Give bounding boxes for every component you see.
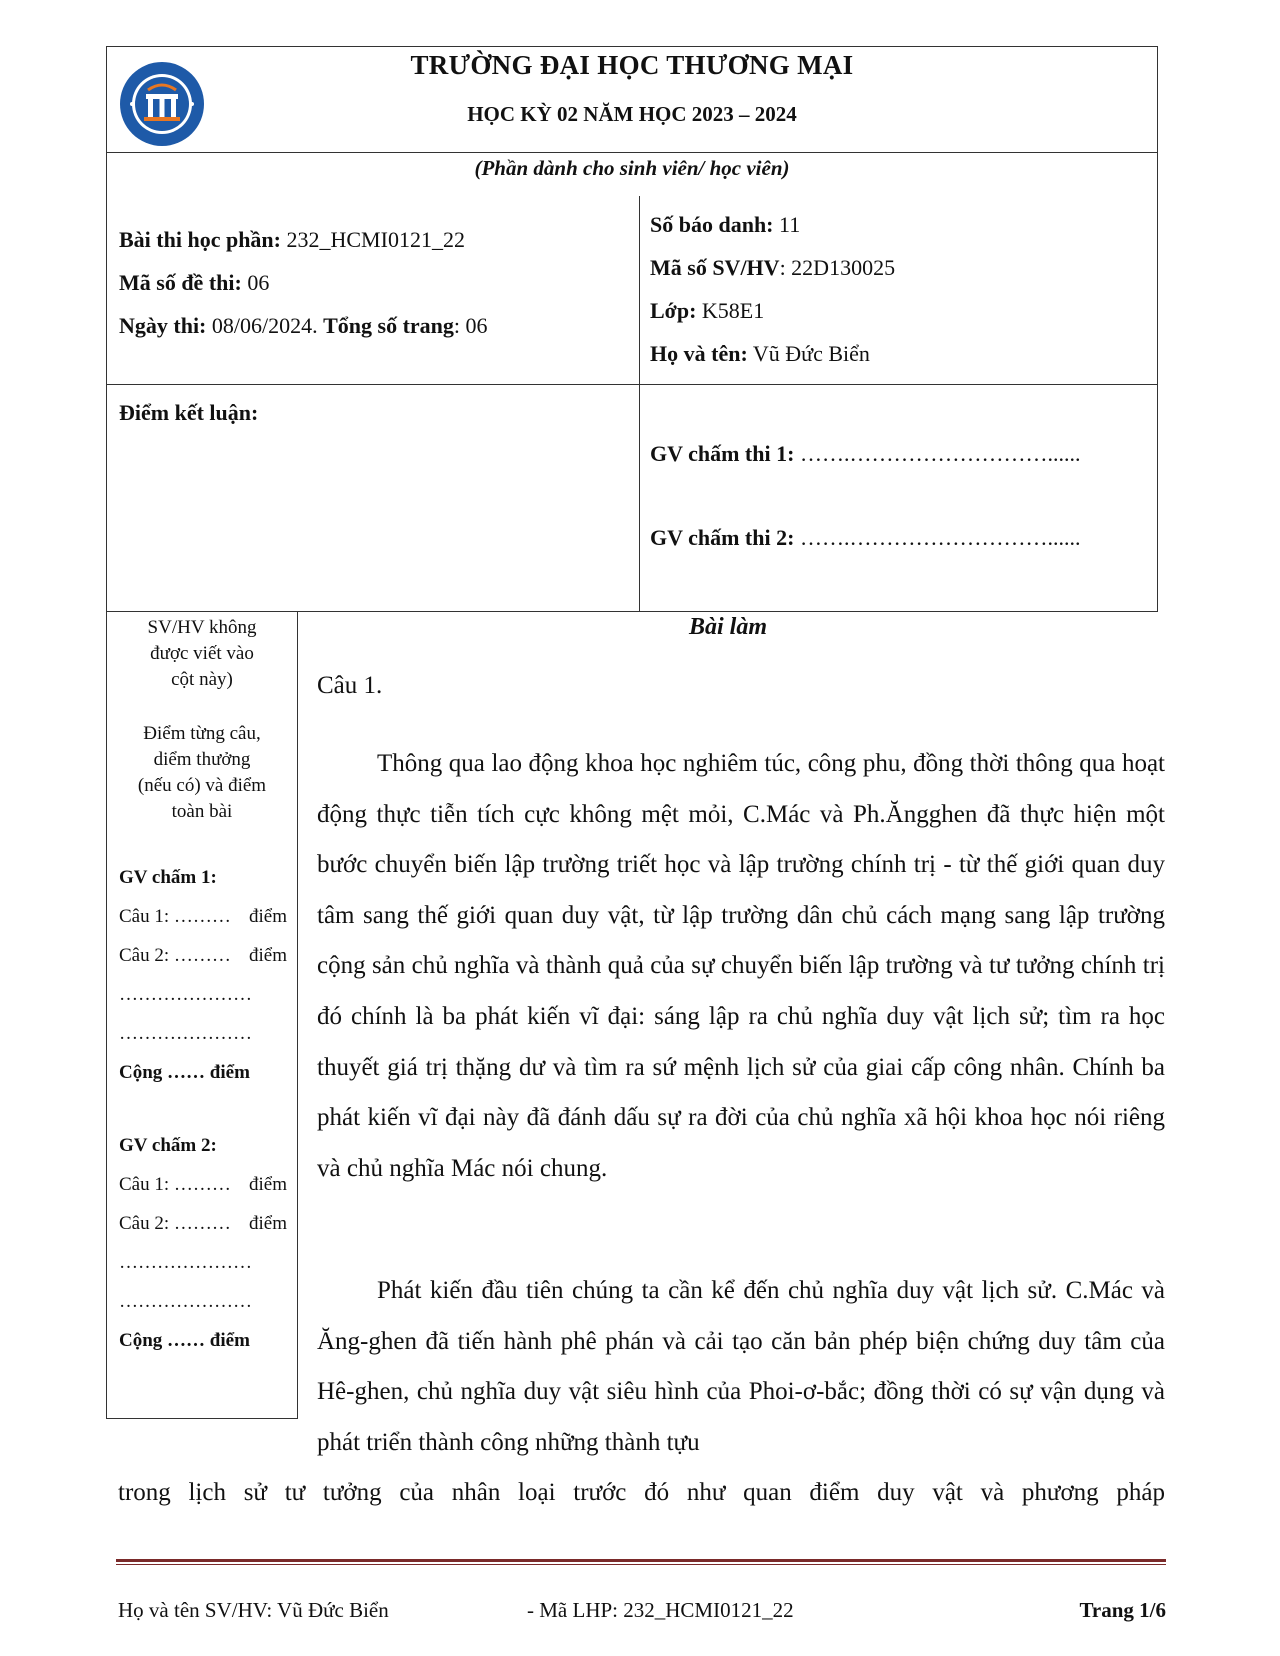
grader1-label: GV chấm thi 1: [650,441,795,466]
g1-q1: Câu 1: ……… [119,906,231,927]
candidate-number-label: Số báo danh: [650,212,774,237]
grader1-line [650,441,1080,467]
class-label: Lớp: [650,298,697,323]
info-column-divider [639,196,640,612]
student-id-label: Mã số SV/HV [650,255,780,280]
student-id-value: : 22D130025 [779,255,896,280]
footer-student-name: Họ và tên SV/HV: Vũ Đức Biển [118,1598,389,1622]
g2-q1-row [119,1174,287,1196]
g1-q1-row [119,906,287,928]
g2-q2-row [119,1213,287,1235]
grader2-title: GV chấm 2: [119,1135,217,1156]
exam-code-line [119,270,269,296]
grader1-dots: …….………………………...... [794,441,1081,466]
answer-paragraph-1: Thông qua lao động khoa học nghiêm túc, công phu, đồng thời thông qua hoạt động thực tiễn tích cực không mệt mỏi, C.Mác và Ph.Ăngghen đã thực hiện một bước chuyển biến lập trường triết học và lập trường chính trị - từ thế giới quan duy tâm sang thế giới quan duy vật, từ lập trường dân chủ cách mạng sang lập trường cộng sản chủ nghĩa và thành quả của sự chuyển biến lập trường và tư tưởng chính trị đó chính là ba phát kiến vĩ đại: sáng lập ra chủ nghĩa duy vật lịch sử; tìm ra học thuyết giá trị thặng dư và tìm ra sứ mệnh lịch sử của giai cấp công nhân. Chính ba phát kiến vĩ đại này đã đánh dấu sự ra đời của chủ nghĩa xã hội khoa học nói riêng và chủ nghĩa Mác nói chung. [317,750,1165,1182]
grader2-line [650,525,1080,551]
answer-paragraph-2: Phát kiến đầu tiên chúng ta cần kể đến chủ nghĩa duy vật lịch sử. C.Mác và Ăng-ghen đã tiến hành phê phán và cải tạo căn bản phép biện chứng duy tâm của Hê-ghen, chủ nghĩa duy vật siêu hình của Phoi-ơ-bắc; đồng thời có sự vận dụng và phát triển thành công những thành tựu [317,1277,1165,1456]
header-divider [106,152,1158,153]
no-write-line: SV/HV không [147,617,257,638]
no-write-line: được viết vào [150,643,254,664]
final-score-label: Điểm kết luận: [119,400,259,425]
info-divider [106,384,1158,385]
score-note-line: diểm thưởng [153,749,251,770]
g1-total: Cộng …… điểm [119,1062,250,1083]
footer-rule [116,1559,1166,1562]
exam-code-value: 06 [241,270,270,295]
score-note [106,721,298,825]
footer-course-code: - Mã LHP: 232_HCMI0121_22 [527,1598,794,1622]
no-write-note [106,615,298,693]
g2-blank-row: ………………… [119,1291,252,1312]
semester-title: HỌC KỲ 02 NĂM HỌC 2023 – 2024 [467,102,797,126]
final-score-line [119,400,258,426]
footer-rule-thin [116,1564,1166,1565]
class-line [650,298,764,324]
course-label: Bài thi học phần: [119,227,281,252]
grader2-label: GV chấm thi 2: [650,525,795,550]
points-label: điểm [249,1213,287,1234]
exam-date-line [119,313,488,339]
g2-q2: Câu 2: ……… [119,1213,231,1234]
points-label: điểm [249,906,287,927]
grader2-dots: …….………………………...... [794,525,1081,550]
g1-blank-row: ………………… [119,984,252,1005]
grader1-title: GV chấm 1: [119,867,217,888]
g2-blank-row: ………………… [119,1252,252,1273]
g2-total: Cộng …… điểm [119,1330,250,1351]
g1-q2-row [119,945,287,967]
exam-date-label: Ngày thi: [119,313,207,338]
points-label: điểm [249,945,287,966]
score-note-line: (nếu có) và điểm [137,775,267,796]
candidate-number-line [650,212,800,238]
answer-heading: Bài làm [688,614,767,640]
student-name-label: Họ và tên: [650,341,748,366]
no-write-line: cột này) [171,669,233,690]
student-name-line [650,341,870,367]
g1-blank-row: ………………… [119,1023,252,1044]
footer-page-number: Trang 1/6 [1079,1598,1166,1622]
student-id-line [650,255,895,281]
student-name-value: Vũ Đức Biển [747,341,870,366]
class-value: K58E1 [696,298,765,323]
course-value: 232_HCMI0121_22 [281,227,465,252]
score-note-line: Điểm từng câu, [143,723,261,744]
page-count-label: Tổng số trang [323,313,454,338]
points-label: điểm [249,1174,287,1195]
course-line [119,227,465,253]
score-note-line: toàn bài [171,801,233,822]
question-label: Câu 1. [317,672,383,699]
candidate-number-value: 11 [773,212,801,237]
page-count-value: : 06 [453,313,488,338]
g2-q1: Câu 1: ……… [119,1174,231,1195]
exam-date-value: 08/06/2024. [206,313,324,338]
g1-q2: Câu 2: ……… [119,945,231,966]
university-name: TRƯỜNG ĐẠI HỌC THƯƠNG MẠI [410,50,854,80]
answer-paragraph-2-continued: trong lịch sử tư tưởng của nhân loại trước đó như quan điểm duy vật và phương pháp [118,1479,1165,1506]
student-section-note: (Phần dành cho sinh viên/ học viên) [474,156,790,180]
exam-code-label: Mã số đề thi: [119,270,242,295]
